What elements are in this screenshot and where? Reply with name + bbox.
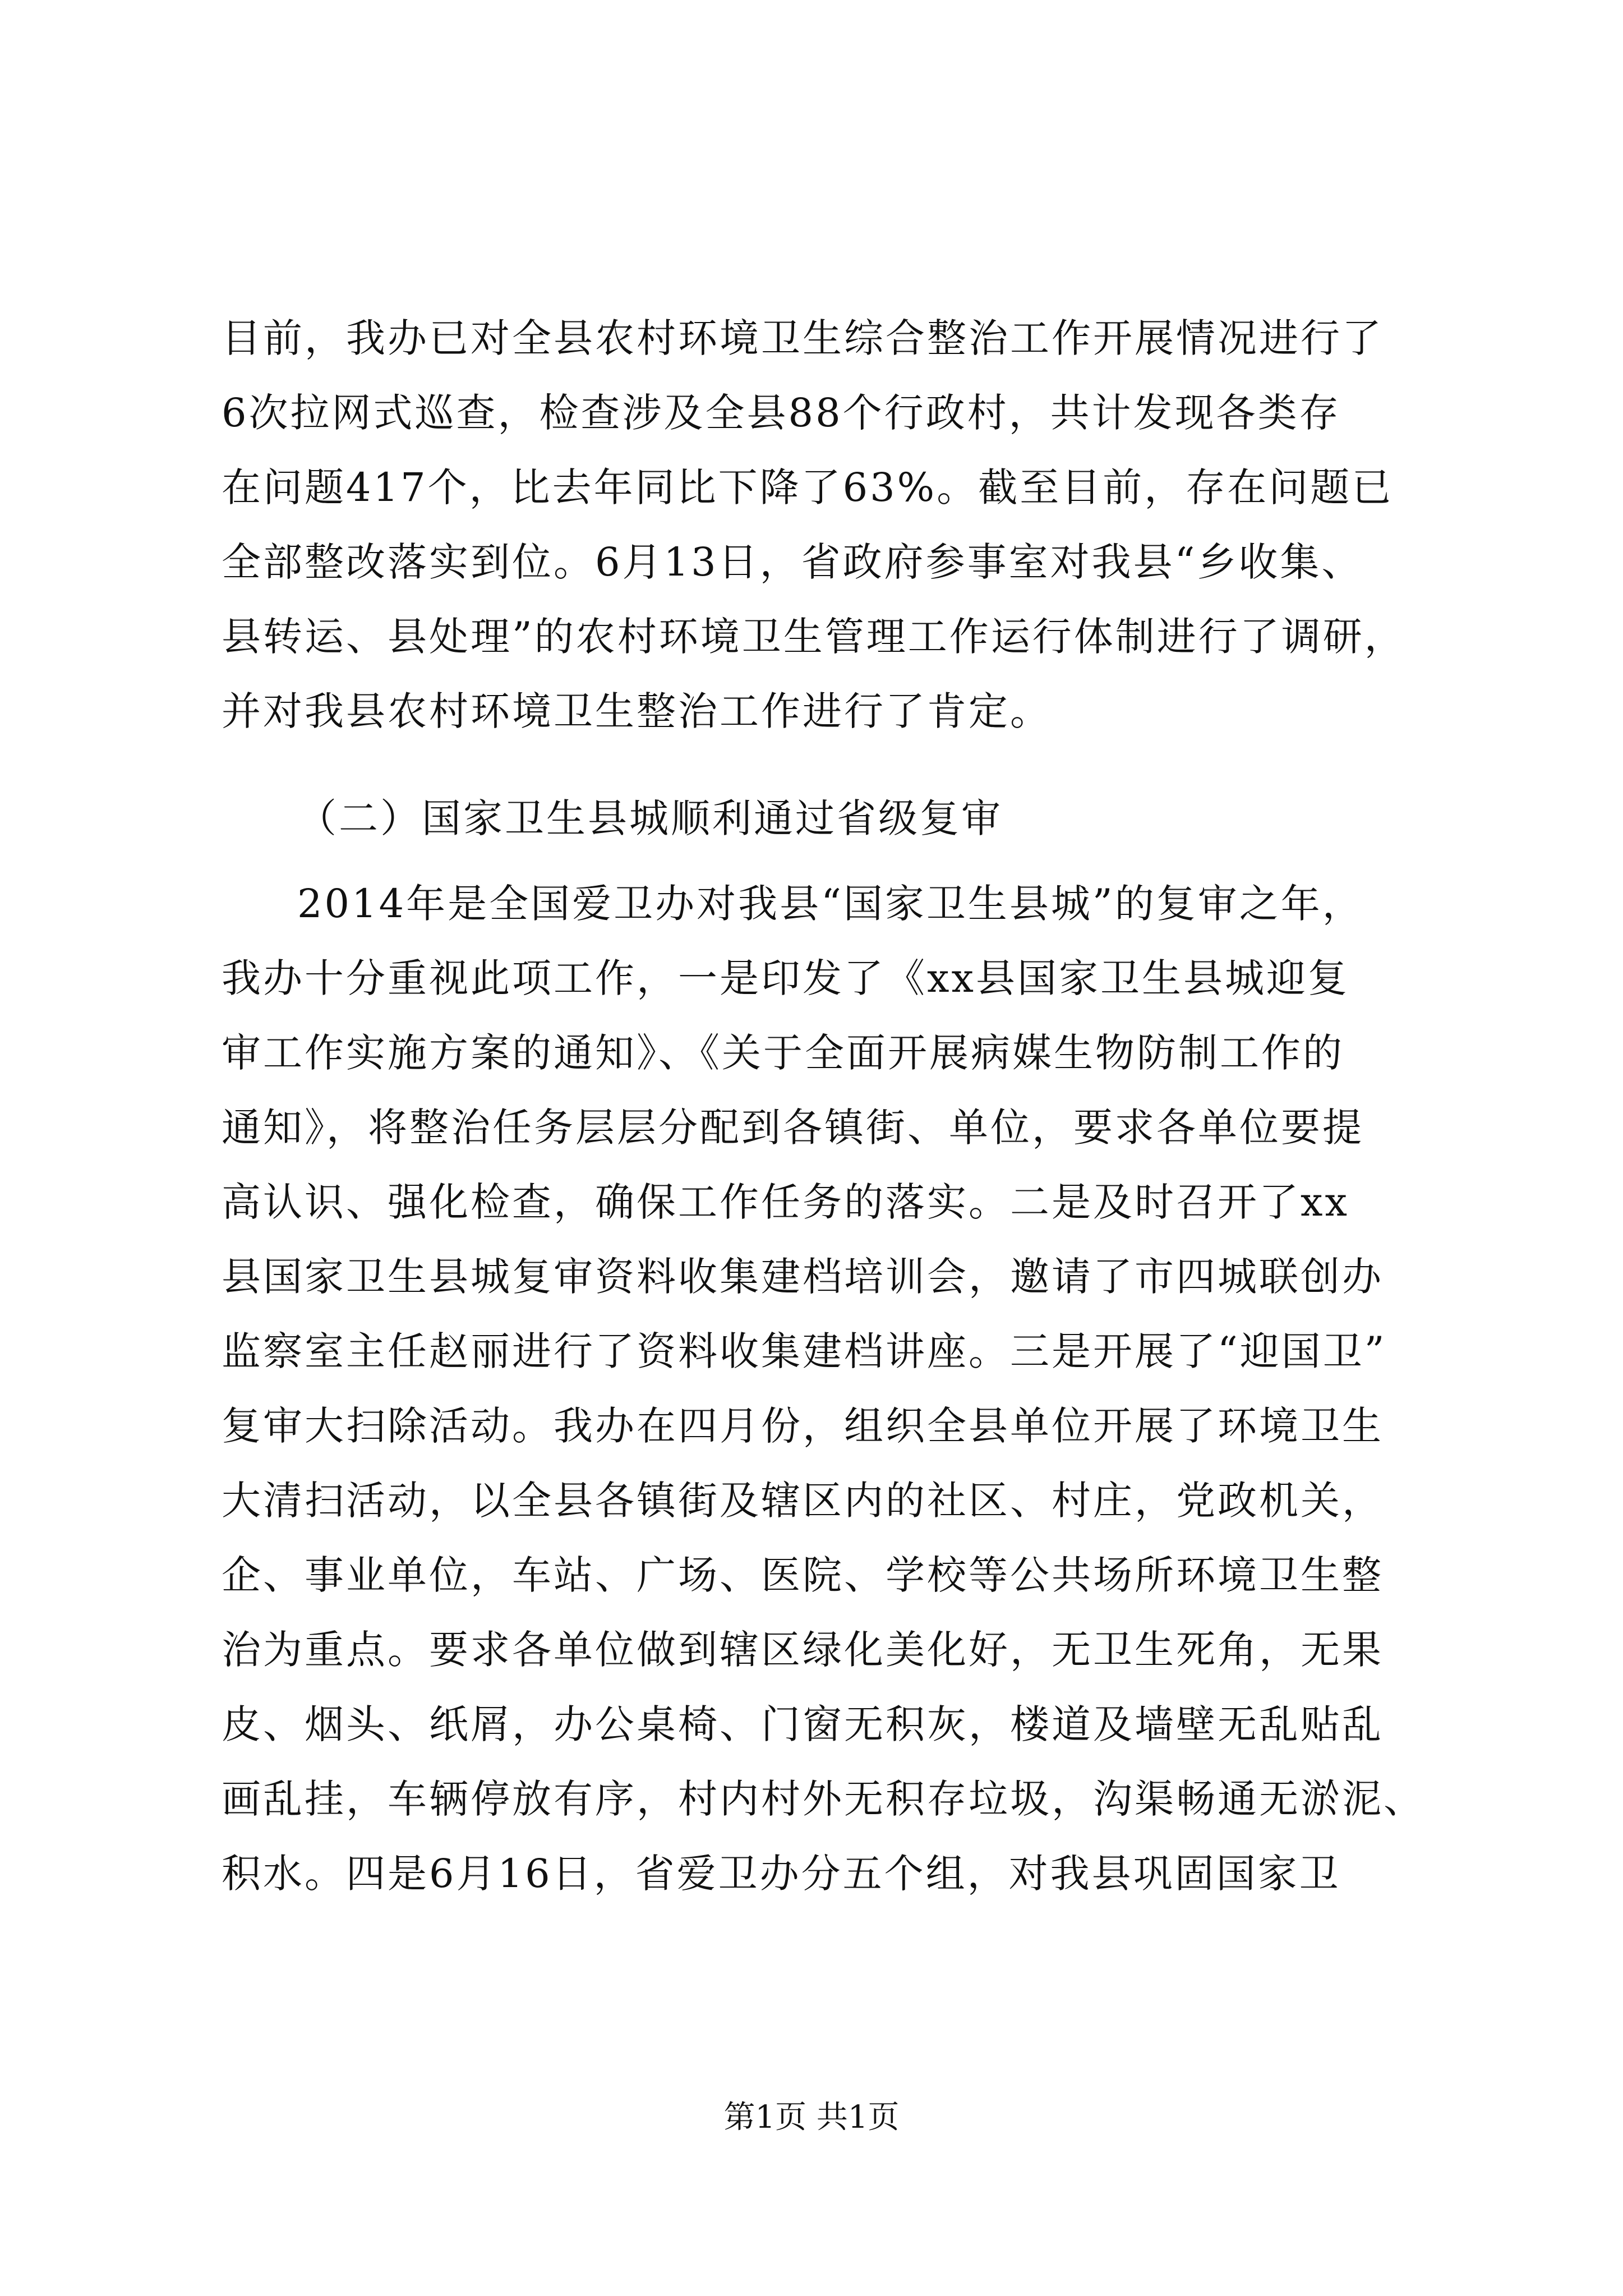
body-text-line: 县转运、县处理”的农村环境卫生管理工作运行体制进行了调研， [222, 614, 1406, 660]
body-text-line: 大清扫活动，以全县各镇街及辖区内的社区、村庄，党政机关， [222, 1478, 1384, 1524]
page-number-footer: 第1页 共1页 [723, 2099, 900, 2136]
body-text-line: 皮、烟头、纸屑，办公桌椅、门窗无积灰，楼道及墙壁无乱贴乱 [222, 1701, 1384, 1747]
body-text-line: 县国家卫生县城复审资料收集建档培训会，邀请了市四城联创办 [222, 1254, 1384, 1300]
body-text-line: 我办十分重视此项工作，一是印发了《xx县国家卫生县城迎复 [222, 955, 1349, 1001]
body-text-line: 2014年是全国爱卫办对我县“国家卫生县城”的复审之年， [297, 881, 1364, 927]
body-text-line: 6次拉网式巡查，检查涉及全县88个行政村，共计发现各类存 [222, 390, 1341, 436]
section-heading: （二）国家卫生县城顺利通过省级复审 [297, 795, 1003, 841]
body-text-line: 复审大扫除活动。我办在四月份，组织全县单位开展了环境卫生 [222, 1403, 1384, 1449]
body-text-line: 全部整改落实到位。6月13日，省政府参事室对我县“乡收集、 [222, 539, 1363, 585]
body-text-line: 治为重点。要求各单位做到辖区绿化美化好，无卫生死角，无果 [222, 1627, 1384, 1673]
body-text-line: 企、事业单位，车站、广场、医院、学校等公共场所环境卫生整 [222, 1552, 1384, 1598]
body-text-line: 画乱挂，车辆停放有序，村内村外无积存垃圾，沟渠畅通无淤泥、 [222, 1776, 1425, 1822]
body-text-line: 通知》，将整治任务层层分配到各镇街、单位，要求各单位要提 [222, 1105, 1364, 1151]
body-text-line: 监察室主任赵丽进行了资料收集建档讲座。三是开展了“迎国卫” [222, 1328, 1387, 1374]
body-text-line: 目前，我办已对全县农村环境卫生综合整治工作开展情况进行了 [222, 315, 1384, 361]
body-text-line: 高认识、强化检查，确保工作任务的落实。二是及时召开了xx [222, 1179, 1349, 1225]
body-text-line: 并对我县农村环境卫生整治工作进行了肯定。 [222, 688, 1052, 734]
body-text-line: 在问题417个，比去年同比下降了63%。截至目前，存在问题已 [222, 464, 1394, 510]
body-text-line: 审工作实施方案的通知》、《关于全面开展病媒生物防制工作的 [222, 1030, 1344, 1076]
body-text-line: 积水。四是6月16日，省爱卫办分五个组，对我县巩固国家卫 [222, 1851, 1341, 1897]
